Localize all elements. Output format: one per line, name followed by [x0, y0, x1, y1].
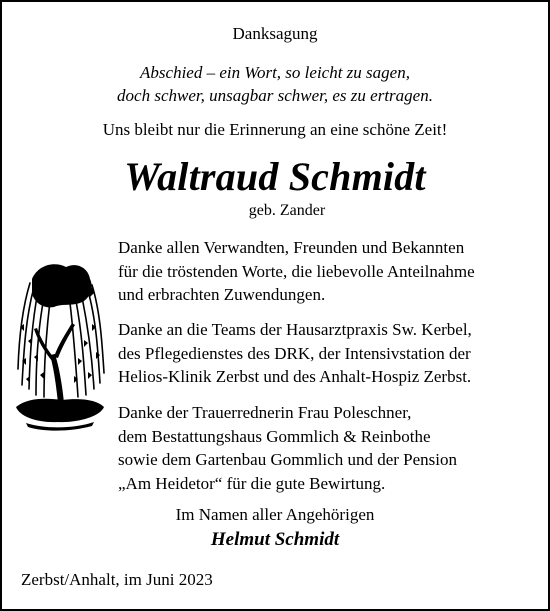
paragraph-line: des Pflegedienstes des DRK, der Intensivstation der [118, 343, 471, 363]
quote-line: Abschied – ein Wort, so leicht zu sagen, [140, 63, 410, 82]
heading: Danksagung [232, 24, 318, 43]
paragraph-line: Danke an die Teams der Hausarztpraxis Sw. Kerbel, [118, 320, 472, 339]
signer-name: Helmut Schmidt [210, 529, 340, 550]
birth-name: geb. Zander [248, 202, 326, 219]
paragraph-line: Helios-Klinik Zerbst und des Anhalt-Hospiz Zerbst. [118, 367, 472, 387]
paragraph-line: und erbrachten Zuwendungen. [118, 285, 326, 305]
paragraph-line: Danke der Trauerrednerin Frau Poleschner, [118, 403, 412, 422]
thanks-paragraph-relatives [118, 236, 475, 307]
quote-line: doch schwer, unsagbar schwer, es zu ertragen. [117, 86, 433, 105]
paragraph-line: „Am Heidetor“ für die gute Bewirtung. [118, 473, 386, 493]
thanks-paragraph-care-teams [118, 318, 472, 389]
deceased-name: Waltraud Schmidt [124, 154, 426, 199]
memory-line: Uns bleibt nur die Erinnerung an eine schöne Zeit! [102, 120, 448, 139]
weeping-willow-icon [14, 257, 106, 432]
behalf-line: Im Namen aller Angehörigen [175, 505, 375, 524]
paragraph-line: Danke allen Verwandten, Freunden und Bekannten [118, 238, 465, 257]
paragraph-line: sowie dem Gartenbau Gommlich und der Pension [118, 450, 457, 470]
quote [2, 61, 548, 107]
thanks-paragraph-funeral [118, 401, 457, 495]
paragraph-line: für die tröstenden Worte, die liebevolle Anteilnahme [118, 261, 475, 281]
place-date: Zerbst/Anhalt, im Juni 2023 [21, 570, 213, 589]
paragraph-line: dem Bestattungshaus Gommlich & Reinbothe [118, 426, 431, 446]
